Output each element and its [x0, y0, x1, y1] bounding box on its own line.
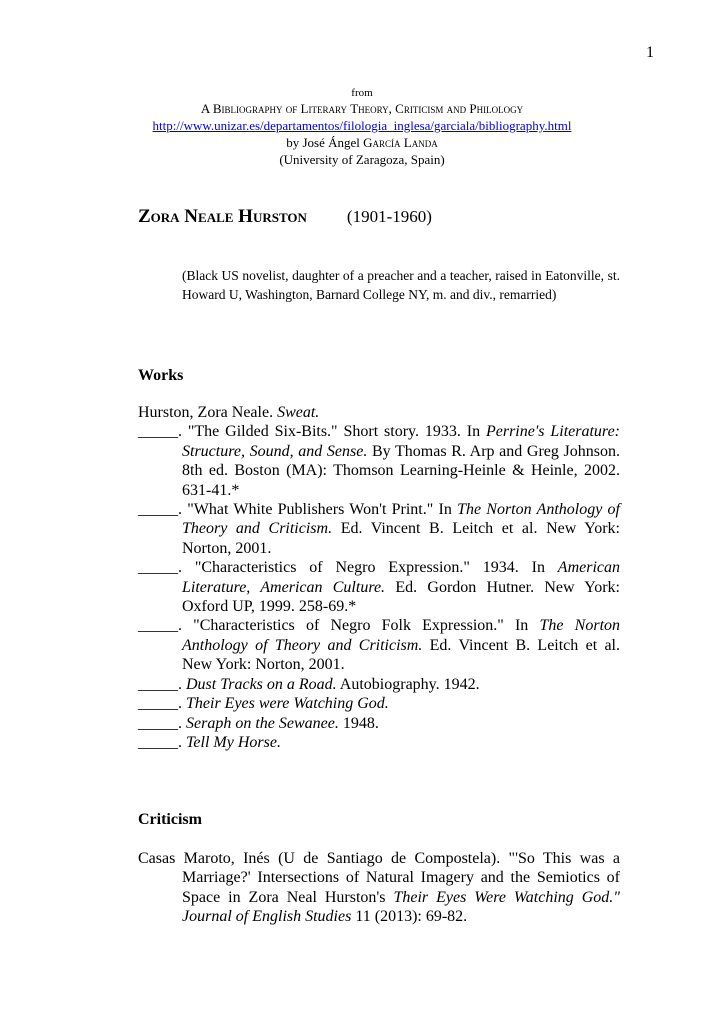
works-entry: Hurston, Zora Neale. Sweat. [138, 404, 320, 421]
author-name: Zora Neale Hurston [138, 206, 307, 227]
bibliography-url-link[interactable]: http://www.unizar.es/departamentos/filologia_inglesa/garciala/bibliography.html [152, 118, 572, 133]
works-entry: _____. "The Gilded Six-Bits." Short story. 1933. In Perrine's Literature: Structure, Sound, and Sense. By Thomas R. Arp and Greg Johnson. 8th ed. Boston (MA): Thomson Learning-Heinle & Heinle, 2002. 631-41.* [138, 423, 620, 499]
works-entry: _____. Dust Tracks on a Road. Autobiography. 1942. [138, 675, 480, 693]
works-entry: _____. Their Eyes were Watching God. [138, 695, 389, 713]
works-entry: _____. "Characteristics of Negro Expression." 1934. In American Literature, American Culture. Ed. Gordon Hutner. New York: Oxford UP, 1999. 258-69.* [138, 559, 620, 616]
works-entry: _____. "What White Publishers Won't Print." In The Norton Anthology of Theory and Criticism. Ed. Vincent B. Leitch et al. New York: Norton, 2001. [138, 501, 621, 557]
criticism-heading: Criticism [138, 811, 202, 828]
affiliation: (University of Zaragoza, Spain) [279, 152, 445, 167]
page-number: 1 [646, 44, 654, 61]
author-dates: (1901-1960) [346, 207, 432, 226]
criticism-entry: Casas Maroto, Inés (U de Santiago de Compostela). "'So This was a Marriage?' Intersections of Natural Imagery and the Semiotics of Space in Zora Neal Hurston's Their Eyes Were Watching God." Journal of English Studies 11 (2013): 69-82. [138, 850, 620, 926]
bibliography-title: A Bibliography of Literary Theory, Criticism and Philology [200, 101, 524, 116]
works-list [138, 403, 620, 752]
author-bio: (Black US novelist, daughter of a preacher and a teacher, raised in Eatonville, st. Howard U, Washington, Barnard College NY, m. and div., remarried) [182, 268, 620, 302]
author-line: by José Ángel García Landa [286, 135, 438, 150]
document-header [0, 86, 724, 168]
header-from: from [351, 87, 373, 99]
works-entry: _____. "Characteristics of Negro Folk Expression." In The Norton Anthology of Theory and Criticism. Ed. Vincent B. Leitch et al. New York: Norton, 2001. [138, 617, 621, 674]
works-entry: _____. Tell My Horse. [138, 733, 281, 751]
works-heading: Works [138, 367, 184, 384]
criticism-list [138, 849, 620, 927]
entry-title [138, 206, 432, 228]
works-entry: _____. Seraph on the Sewanee. 1948. [138, 714, 379, 732]
